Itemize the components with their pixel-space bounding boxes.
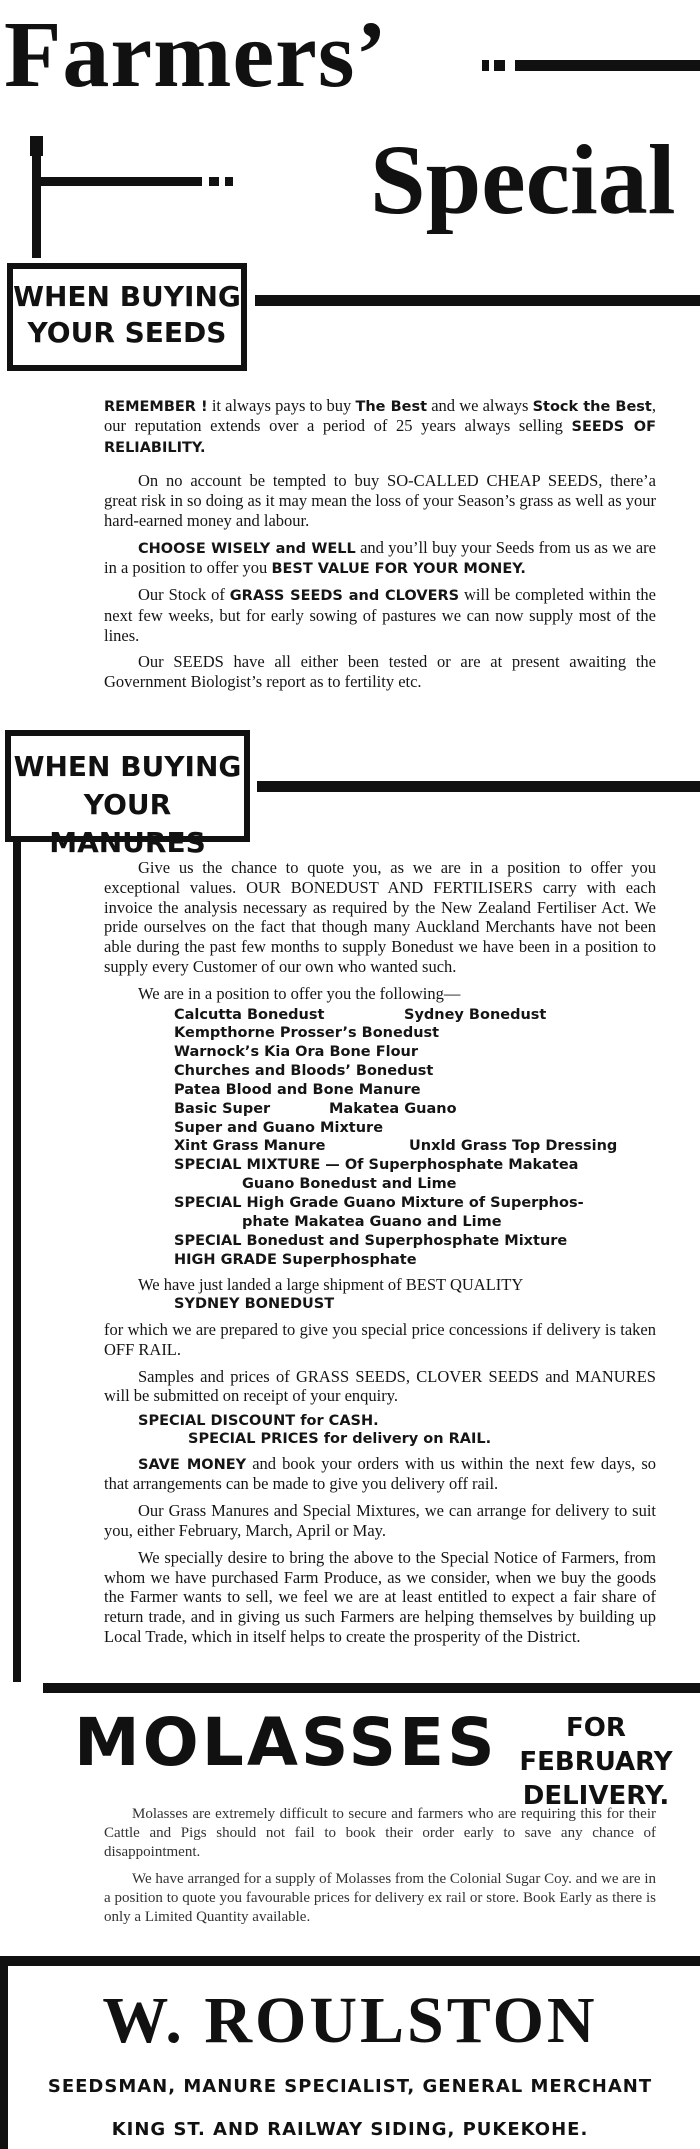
manures-landed-paragraph: We have just landed a large shipment of BEST QUALITY: [138, 1275, 524, 1295]
stock-text-2: will be completed within the next few weeks, but for early sowing of pastures we can now supply most of the lines.: [104, 585, 656, 645]
footer-address: KING ST. AND RAILWAY SIDING, PUKEKOHE.: [111, 2119, 589, 2140]
seeds-choose-paragraph: [104, 538, 656, 579]
stock-the-best-bold: Stock the Best: [532, 399, 652, 415]
product-churches: Churches and Bloods’ Bonedust: [174, 1063, 434, 1080]
choose-text: and you’ll buy your Seeds from us as we are in a position to offer you: [104, 537, 656, 577]
product-super-guano: Super and Guano Mixture: [174, 1119, 384, 1136]
save-money-text: and book your orders with us within the next few days, so that arrangements can be made to give you delivery off rail.: [104, 1454, 656, 1494]
seeds-heading-box: [7, 263, 247, 371]
manures-notice-paragraph: We specially desire to bring the above to the Special Notice of Farmers, from whom we have purchased Farm Produce, as we consider, when we buy the goods the Farmer wants to sell, we feel we are at least entitled to expect a fair share of return trade, and in giving us such Farmers are helping themselves by building up Local Trade, which in itself helps to create the prosperity of the District.: [104, 1547, 656, 1646]
rule-header-right: [515, 60, 700, 71]
seeds-heading-line-2: YOUR SEEDS: [27, 316, 227, 350]
stock-text-1: Our Stock of: [138, 585, 230, 605]
product-row-1: [174, 1006, 656, 1025]
molasses-paragraph-2: We have arranged for a supply of Molasses from the Colonial Sugar Coy. and we are in a position to quote you favourable prices for delivery ex rail or store. Book Early as there is only a Limited Quantity available.: [104, 1871, 656, 1925]
molasses-paragraph-1: Molasses are extremely difficult to secure and farmers who are requiring this for their Cattle and Pigs should not fail to book their order early to save any chance of disappointment.: [104, 1806, 656, 1860]
product-high-grade: HIGH GRADE Superphosphate: [174, 1251, 417, 1268]
product-sydney: Sydney Bonedust: [404, 1006, 547, 1023]
product-special-2: SPECIAL High Grade Guano Mixture of Superphos-: [174, 1195, 584, 1212]
manures-product-list: [174, 1006, 656, 1270]
product-special-1b: Guano Bonedust and Lime: [242, 1176, 457, 1193]
rule-header-mid: [32, 177, 202, 186]
manures-quote-paragraph: Give us the chance to quote you, as we are in a position to offer you exceptional values. OUR BONEDUST AND FERTILISERS carry with each invoice the analysis necessary as required by the New Zealand Fertiliser Act. We pride ourselves on the fact that though many Auckland Merchants have not been able during the past few months to supply Bonedust we have been in a position to supply every Customer of our own who wanted such.: [104, 858, 656, 976]
sydney-bonedust-bold: SYDNEY BONEDUST: [174, 1296, 335, 1313]
seeds-tested-paragraph: Our SEEDS have all either been tested or are at present awaiting the Government Biologist’s report as to fertility etc.: [104, 652, 656, 692]
manures-concession-paragraph: for which we are prepared to give you special price concessions if delivery is taken OFF RAIL.: [104, 1320, 656, 1359]
best-value-bold: BEST VALUE FOR YOUR MONEY.: [271, 560, 526, 577]
product-xint: Xint Grass Manure: [174, 1138, 326, 1155]
seeds-cheap-paragraph: On no account be tempted to buy SO-CALLED CHEAP SEEDS, there’a great risk in so doing as it may mean the loss of your Season’s grass as well as your hard-earned money and labour.: [104, 471, 656, 530]
seeds-body: [104, 396, 656, 699]
molasses-subtitle: [492, 1712, 700, 1813]
choose-wisely-bold: CHOOSE WISELY and WELL: [138, 540, 356, 557]
manures-heading-line-2: YOUR MANURES: [49, 787, 206, 859]
seeds-heading-line-1: WHEN BUYING: [13, 280, 241, 313]
footer-tagline: SEEDSMAN, MANURE SPECIALIST, GENERAL MERCHANT: [47, 2076, 653, 2097]
remember-text-1: it always pays to buy: [207, 396, 356, 415]
headline-farmers: Farmers’: [4, 3, 388, 107]
manures-heading-line-1: WHEN BUYING: [13, 750, 242, 783]
product-special-2b: phate Makatea Guano and Lime: [242, 1213, 502, 1230]
product-kempthorne: Kempthorne Prosser’s Bonedust: [174, 1025, 440, 1042]
manures-samples-paragraph: Samples and prices of GRASS SEEDS, CLOVER SEEDS and MANURES will be submitted on receipt of your enquiry.: [104, 1366, 656, 1406]
rule-header-vertical: [32, 138, 41, 258]
molasses-sub-line-2: DELIVERY.: [522, 1780, 670, 1811]
rule-footer-top: [0, 1956, 700, 1966]
rule-dots-1: [482, 60, 489, 71]
special-prices-line: SPECIAL PRICES for delivery on RAIL.: [188, 1430, 492, 1447]
manures-delivery-paragraph: Our Grass Manures and Special Mixtures, we can arrange for delivery to suit you, either February, March, April or May.: [104, 1501, 656, 1540]
product-unxld: Unxld Grass Top Dressing: [409, 1138, 618, 1155]
manures-heading-box: [5, 730, 250, 859]
product-row-xint: [174, 1137, 656, 1156]
manures-offer-paragraph: We are in a position to offer you the following—: [138, 983, 461, 1003]
seeds-remember-paragraph: [104, 396, 656, 457]
product-row-basic: [174, 1100, 656, 1119]
rule-manures-vertical: [13, 842, 21, 1682]
the-best-bold: The Best: [355, 399, 428, 415]
rule-dots-2: [494, 60, 505, 71]
rule-seeds-right: [255, 295, 700, 306]
molasses-sub-line-1: FOR FEBRUARY: [519, 1713, 673, 1777]
manures-body: [104, 858, 656, 1654]
remember-bold: REMEMBER !: [104, 399, 208, 415]
product-makatea: Makatea Guano: [329, 1100, 457, 1117]
product-calcutta: Calcutta Bonedust: [174, 1006, 325, 1023]
molasses-body: [104, 1805, 656, 1936]
remember-text-2: and we always: [427, 396, 533, 415]
rule-header-mid-dot-1: [209, 177, 219, 186]
save-money-bold: SAVE MONEY: [138, 1457, 247, 1473]
product-special-3: SPECIAL Bonedust and Superphosphate Mixture: [174, 1232, 568, 1249]
rule-molasses-top: [43, 1683, 700, 1693]
manures-save-paragraph: [104, 1454, 656, 1494]
molasses-title: MOLASSES: [74, 1704, 498, 1781]
product-warnock: Warnock’s Kia Ora Bone Flour: [174, 1044, 419, 1061]
product-basic-super: Basic Super: [174, 1100, 271, 1117]
rule-header-vert-cap: [30, 136, 43, 156]
seeds-of-reliability-bold: SEEDS OF RELIABILITY.: [104, 419, 656, 456]
seeds-stock-paragraph: [104, 585, 656, 645]
rule-header-mid-dot-2: [225, 177, 233, 186]
headline-special: Special: [370, 124, 676, 235]
product-special-1: SPECIAL MIXTURE — Of Superphosphate Makatea: [174, 1157, 579, 1174]
product-patea: Patea Blood and Bone Manure: [174, 1081, 421, 1098]
rule-manures-right: [257, 781, 700, 792]
footer-merchant-name: W. ROULSTON: [102, 1984, 598, 2057]
discount-cash-line: SPECIAL DISCOUNT for CASH.: [138, 1413, 379, 1430]
remember-text-3: , our reputation extends over a period of 25 years always selling: [104, 396, 656, 436]
grass-seeds-bold: GRASS SEEDS and CLOVERS: [229, 588, 460, 605]
